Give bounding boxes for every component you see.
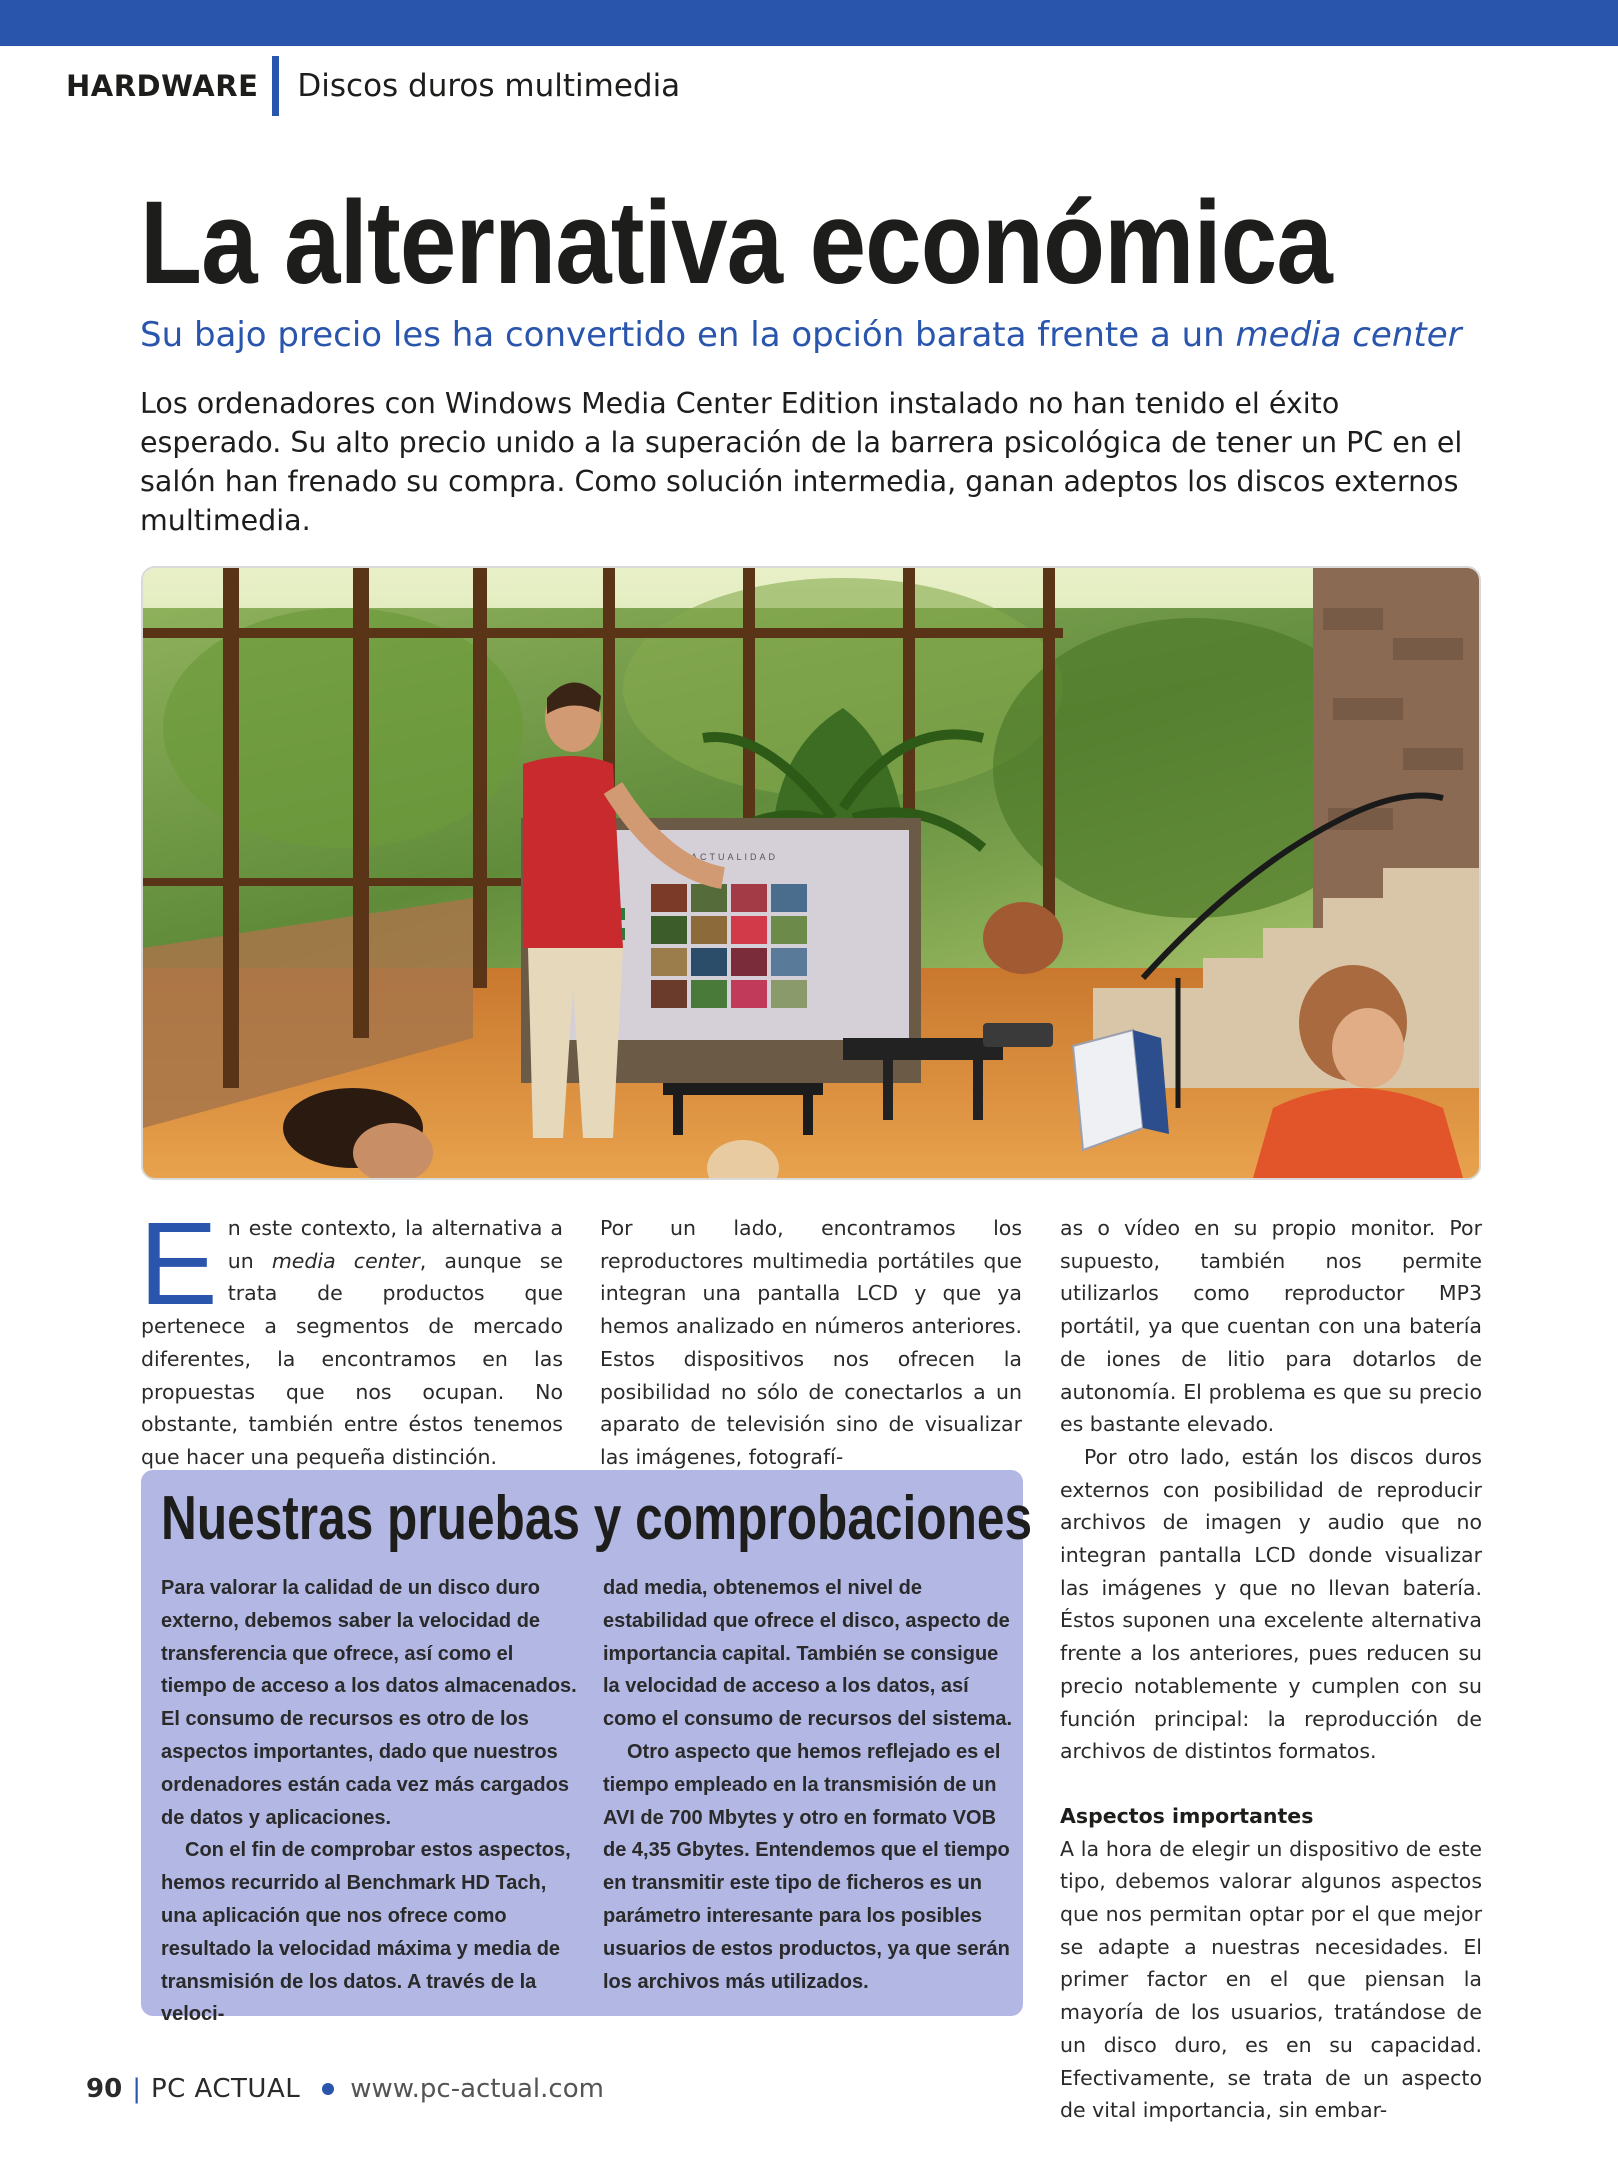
sidebar-paragraph-3: dad media, obtenemos el nivel de estabilidad que ofrece el disco, aspecto de importancia capital. También se consigue la velocidad de acceso a los datos, así como el consumo de recursos del sistema. bbox=[603, 1577, 1013, 1731]
lead-photo bbox=[141, 566, 1481, 1180]
col3-paragraph-1: as o vídeo en su propio monitor. Por supuesto, también nos permite utilizarlos como reproductor MP3 portátil, ya que cuentan con una batería de iones de litio para dotarlos de autonomía. El problema es que su precio es bastante elevado. bbox=[1060, 1216, 1482, 1437]
benchmark-name: Benchmark HD Tach bbox=[346, 1872, 541, 1895]
section-name: HARDWARE bbox=[66, 69, 259, 103]
page-footer bbox=[86, 2074, 604, 2104]
col2-paragraph: Por un lado, encontramos los reproductores multimedia portátiles que integran una pantalla LCD y que ya hemos analizado en números anteriores. Estos dispositivos nos ofrecen la posibilidad no sólo de conectarlos a un aparato de televisión sino de visualizar las imágenes, fotografí- bbox=[600, 1216, 1022, 1469]
col1-italic: media center bbox=[271, 1248, 420, 1273]
article-intro: Los ordenadores con Windows Media Center Edition instalado no han tenido el éxito esperado. Su alto precio unido a la superación de la barrera psicológica de tener un PC en el salón han frenado su compra. Como solución intermedia, ganan adeptos los discos externos multimedia. bbox=[140, 387, 1463, 537]
section-topic: Discos duros multimedia bbox=[297, 68, 681, 104]
col1-text-start: n este contexto, la alternativa a un bbox=[227, 1216, 563, 1273]
sidebar-box bbox=[141, 1470, 1033, 2026]
living-room-illustration bbox=[143, 568, 1479, 1178]
tv-screen-title: ACTUALIDAD bbox=[691, 852, 779, 862]
article-column-1 bbox=[139, 1198, 563, 1474]
side-table bbox=[843, 1038, 1003, 1060]
top-color-bar bbox=[0, 0, 1618, 46]
bullet-icon bbox=[322, 2083, 334, 2095]
sidebar-paragraph-2: Con el fin de comprobar estos aspectos, hemos recurrido al Benchmark HD Tach, una aplicación que nos ofrece como resultado la velocidad máxima y media de transmisión de los datos. A través de la veloci- bbox=[161, 1839, 571, 2026]
subtitle-italic: media center bbox=[1235, 315, 1462, 355]
col1-text-end: , aunque se trata de productos que pertenece a segmentos de mercado diferentes, la encontramos en las propuestas que nos ocupan. No obstante, también entre éstos tenemos que hacer una pequeña distinción. bbox=[141, 1248, 563, 1469]
subtitle-text: Su bajo precio les ha convertido en la opción barata frente a un bbox=[140, 315, 1236, 355]
section-header bbox=[66, 58, 680, 114]
col3-paragraph-3: A la hora de elegir un dispositivo de este tipo, debemos valorar algunos aspectos que nos permitan optar por el que mejor se adapte a nuestras necesidades. El primer factor en el que piensan la mayoría de los usuarios, tratándose de un disco duro, es en su capacidad. Efectivamente, se trata de un aspecto de vital importancia, sin embar- bbox=[1060, 1836, 1482, 2123]
magazine-name: PC ACTUAL bbox=[150, 2074, 301, 2104]
external-disk bbox=[1073, 1030, 1143, 1150]
footer-divider: | bbox=[132, 2074, 141, 2104]
article-subtitle bbox=[140, 312, 1480, 358]
col3-paragraph-2: Por otro lado, están los discos duros externos con posibilidad de reproducir archivos de imagen y audio que no integran pantalla LCD donde visualizar las imágenes y que no llevan batería. Éstos suponen una excelente alternativa frente a los anteriores, pues reducen su precio notablemente y cumplen con su función principal: la reproducción de archivos de distintos formatos. bbox=[1060, 1444, 1482, 1764]
sidebar-column-2 bbox=[603, 1572, 1019, 1998]
drop-cap: E bbox=[139, 1198, 218, 1330]
tv-stand bbox=[663, 1083, 823, 1095]
article-column-3 bbox=[1060, 1212, 1482, 2127]
sidebar-title: Nuestras pruebas y comprobaciones bbox=[161, 1484, 1033, 1553]
sidebar-column-1 bbox=[161, 1572, 577, 2031]
page-number: 90 bbox=[86, 2074, 123, 2104]
article-column-2 bbox=[600, 1212, 1022, 1474]
sidebar-paragraph-1: Para valorar la calidad de un disco duro externo, debemos saber la velocidad de transferencia que ofrece, así como el tiempo de acceso a los datos almacenados. El consumo de recursos es otro de los aspectos importantes, dado que nuestros ordenadores están cada vez más cargados de datos y aplicaciones. bbox=[161, 1577, 577, 1829]
col3-subheading: Aspectos importantes bbox=[1060, 1803, 1314, 1828]
plant-pot bbox=[983, 902, 1063, 974]
sidebar-paragraph-4: Otro aspecto que hemos reflejado es el tiempo empleado en la transmisión de un AVI de 700 Mbytes y otro en formato VOB de 4,35 Gbytes. Entendemos que el tiempo en transmitir este tipo de ficheros es un parámetro interesante para los posibles usuarios de estos productos, ya que serán los archivos más utilizados. bbox=[603, 1740, 1010, 1993]
website-link[interactable]: www.pc-actual.com bbox=[350, 2074, 604, 2104]
section-divider bbox=[272, 56, 279, 116]
article-title: La alternativa económica bbox=[140, 177, 1332, 309]
